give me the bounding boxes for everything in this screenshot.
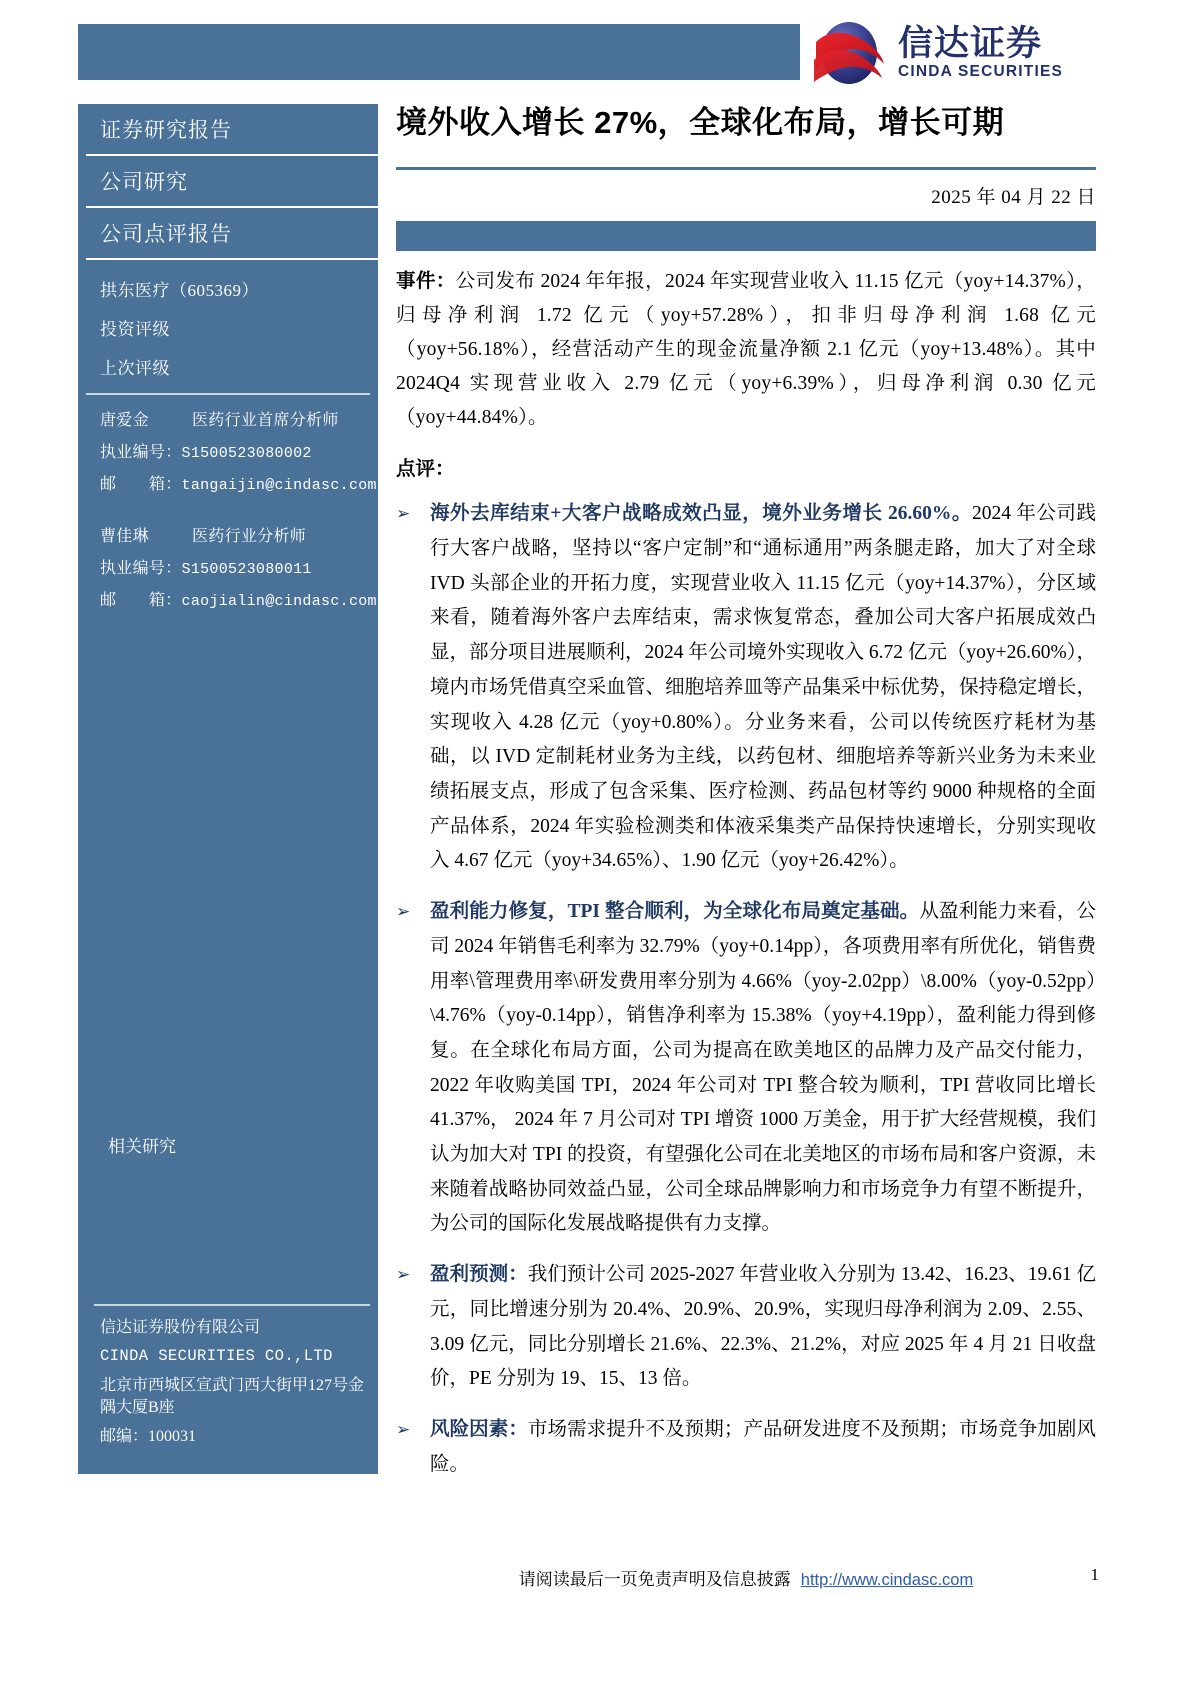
analyst-block (86, 395, 378, 610)
sidebar-tab-company-research[interactable] (86, 156, 378, 208)
bullet-earnings-forecast (396, 1258, 1096, 1397)
page-header (0, 0, 1191, 92)
report-date: 2025 年 04 月 22 日 (931, 186, 1096, 208)
analyst-email-label: 邮 箱： (100, 476, 182, 493)
cinda-website-link[interactable]: http://www.cindasc.com (800, 1571, 974, 1589)
firm-address: 北京市西城区宣武门西大街甲127号金隅大厦B座 (100, 1377, 365, 1416)
event-body: 公司发布 2024 年年报，2024 年实现营业收入 11.15 亿元（yoy+14.37%），归母净利润 1.72 亿元（yoy+57.28%），扣非归母净利润 1.68 亿元（yoy+56.18%），经营活动产生的现金流量净额 2.1 亿元（yoy+13.48%）。其中 2024Q4 实现营业收入 2.79 亿元（yoy+6.39%），归母净利润 0.30 亿元（yoy+44.84%）。 (396, 270, 1096, 429)
cinda-logo (810, 18, 1100, 88)
firm-name-cn: 信达证券股份有限公司 (100, 1318, 261, 1336)
sidebar-tab-label: 公司研究 (100, 171, 188, 194)
bullet-arrow-icon: ➢ (396, 504, 411, 525)
bullet-text (430, 497, 1096, 879)
analyst-name-title-row (100, 523, 364, 546)
bullet-text (430, 1258, 1096, 1397)
bullet-body: 市场需求提升不及预期；产品研发进度不及预期；市场竞争加剧风险。 (430, 1418, 1096, 1475)
analyst-email[interactable]: caojialin@cindasc.com (181, 593, 377, 610)
bullet-lead: 海外去库结束+大客户战略成效凸显，境外业务增长 26.60%。 (430, 503, 972, 525)
report-title: 境外收入增长 27%，全球化布局，增长可期 (396, 105, 1005, 140)
logo-name-cn: 信达证券 (898, 24, 1043, 64)
sidebar-tab-label: 公司点评报告 (100, 223, 232, 246)
sidebar-tab-label: 证券研究报告 (100, 119, 232, 142)
investment-rating-label: 投资评级 (100, 320, 170, 339)
analyst-email-label: 邮 箱： (100, 592, 182, 609)
analyst-license-label: 执业编号： (100, 560, 182, 577)
sidebar (78, 104, 378, 1474)
main-content (396, 92, 1096, 1482)
firm-name-en: CINDA SECURITIES CO.,LTD (100, 1347, 333, 1366)
analyst-name: 曹佳琳 (100, 528, 149, 545)
bullet-arrow-icon: ➢ (396, 1419, 411, 1440)
bullet-lead: 风险因素： (430, 1418, 528, 1440)
bullet-profitability-tpi (396, 895, 1096, 1242)
analyst-license-row (100, 555, 364, 578)
section-blue-bar (396, 221, 1096, 251)
bullet-text (430, 895, 1096, 1242)
company-name-code: 拱东医疗（605369） (100, 281, 259, 300)
bullet-body: 从盈利能力来看，公司 2024 年销售毛利率为 32.79%（yoy+0.14pp），各项费用率有所优化，销售费用率\管理费用率\研发费用率分别为 4.66%（yoy-2.02pp）\8.00%（yoy-0.52pp）\4.76%（yoy-0.14pp），销售净利率为 15.38%（yoy+4.19pp），盈利能力得到修复。在全球化布局方面，公司为提高在欧美地区的品牌力及产品交付能力，2022 年收购美国 TPI，2024 年公司对 TPI 整合较为顺利，TPI 营收同比增长 41.37%， 2024 年 7 月公司对 TPI 增资 1000 万美金，用于扩大经营规模，我们认为加大对 TPI 的投资，有望强化公司在北美地区的市场布局和客户资源，未来随着战略协同效益凸显，公司全球品牌影响力和市场竞争力有望不断提升，为公司的国际化发展战略提供有力支撑。 (430, 901, 1096, 1235)
analyst-title: 医药行业首席分析师 (192, 412, 339, 429)
analyst-email[interactable]: tangaijin@cindasc.com (181, 477, 377, 494)
title-divider (396, 167, 1096, 170)
analyst-license-number: S1500523080011 (181, 561, 312, 578)
analyst-email-row (100, 587, 377, 610)
analyst-name: 唐爱金 (100, 412, 149, 429)
header-blue-band (78, 24, 800, 80)
disclaimer-text: 请阅读最后一页免责声明及信息披露 (518, 1570, 791, 1589)
sidebar-tab-company-comment-report[interactable] (86, 208, 378, 260)
sidebar-footer (86, 1303, 378, 1474)
related-research-label: 相关研究 (108, 1137, 176, 1156)
analyst-license-row (100, 439, 364, 462)
sidebar-company-block (86, 260, 378, 379)
analyst-spacer (100, 503, 364, 523)
cinda-logo-mark-icon (810, 20, 888, 86)
analyst-name-title-row (100, 407, 364, 430)
analyst-title: 医药行业分析师 (192, 528, 307, 545)
page-number: 1 (1090, 1565, 1099, 1584)
comment-section-label: 点评： (396, 459, 455, 481)
bullet-risk-factors (396, 1413, 1096, 1482)
firm-postcode: 邮编：100031 (100, 1428, 197, 1446)
sidebar-tab-research-report[interactable] (86, 104, 378, 156)
bullet-lead: 盈利能力修复，TPI 整合顺利，为全球化布局奠定基础。 (430, 901, 920, 923)
bullet-overseas-growth (396, 497, 1096, 879)
bullet-arrow-icon: ➢ (396, 1265, 411, 1286)
analyst-license-number: S1500523080002 (181, 445, 312, 462)
event-label: 事件： (396, 270, 456, 292)
logo-name-en: CINDA SECURITIES (898, 63, 1064, 81)
analyst-license-label: 执业编号： (100, 444, 182, 461)
bullet-lead: 盈利预测： (430, 1264, 528, 1286)
bullet-arrow-icon: ➢ (396, 902, 411, 923)
bullet-body: 2024 年公司践行大客户战略，坚持以“客户定制”和“通标通用”两条腿走路，加大了对全球 IVD 头部企业的开拓力度，实现营业收入 11.15 亿元（yoy+14.37%），分区域来看，随着海外客户去库结束，需求恢复常态，叠加公司大客户拓展成效凸显，部分项目进展顺利，2024 年公司境外实现收入 6.72 亿元（yoy+26.60%），境内市场凭借真空采血管、细胞培养皿等产品集采中标优势，保持稳定增长，实现收入 4.28 亿元（yoy+0.80%）。分业务来看，公司以传统医疗耗材为基础，以 IVD 定制耗材业务为主线，以药包材、细胞培养等新兴业务为未来业绩拓展支点，形成了包含采集、医疗检测、药品包材等约 9000 种规格的全面产品体系，2024 年实验检测类和体液采集类产品保持快速增长，分别实现收入 4.67 亿元（yoy+34.65%）、1.90 亿元（yoy+26.42%）。 (430, 503, 1096, 872)
previous-rating-label: 上次评级 (100, 359, 170, 378)
bullet-text (430, 1413, 1096, 1482)
analyst-email-row (100, 471, 377, 494)
page-footer (396, 1565, 1096, 1590)
bullet-body: 我们预计公司 2025-2027 年营业收入分别为 13.42、16.23、19.61 亿元，同比增速分别为 20.4%、20.9%、20.9%，实现归母净利润为 2.09、2.55、3.09 亿元，同比分别增长 21.6%、22.3%、21.2%，对应 2025 年 4 月 21 日收盘价，PE 分别为 19、15、13 倍。 (430, 1264, 1096, 1390)
event-paragraph (396, 265, 1096, 436)
cinda-logo-text (898, 26, 1063, 80)
